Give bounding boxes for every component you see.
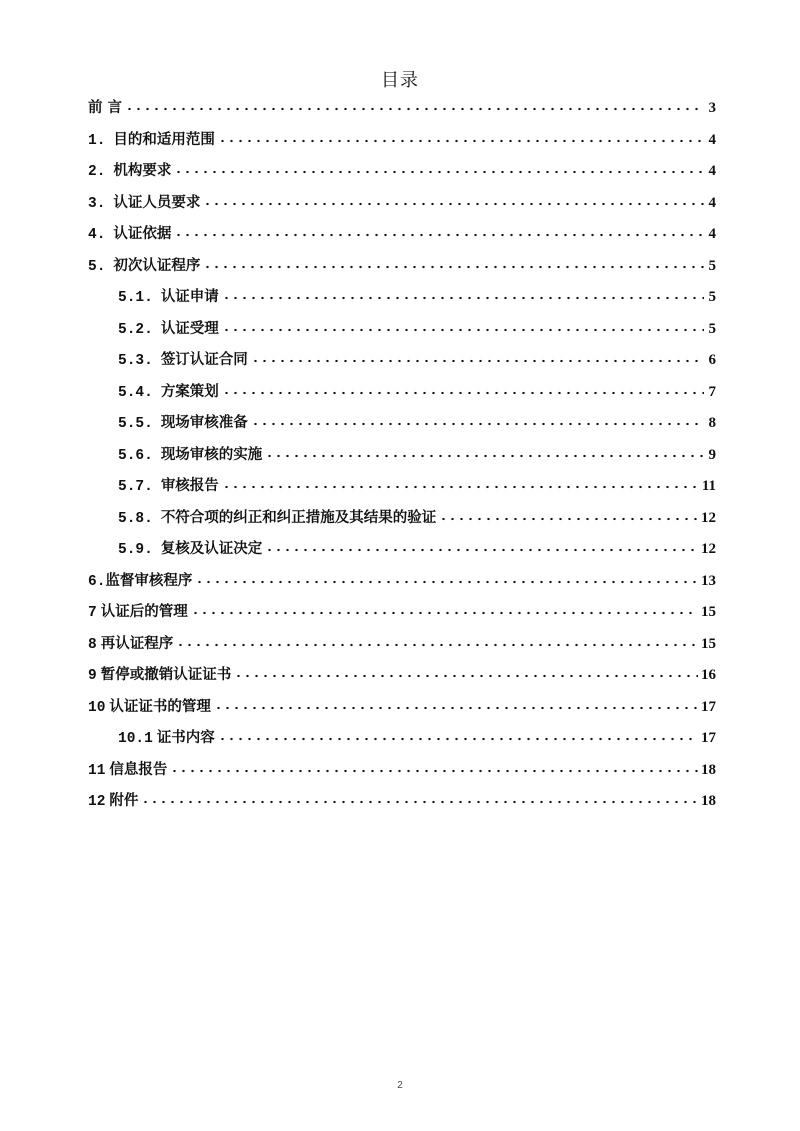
toc-entry-number: 12 — [88, 794, 106, 810]
toc-entry-number: 9 — [88, 668, 97, 684]
toc-entry-1[interactable] — [88, 127, 716, 159]
toc-entry-page: 4 — [708, 163, 716, 179]
toc-entry-label: 监督审核程序 — [105, 572, 193, 589]
toc-entry-label: 再认证程序 — [100, 635, 174, 652]
toc-entry-11[interactable] — [88, 757, 716, 789]
page-number: 2 — [397, 1080, 403, 1091]
toc-entry-5-7[interactable] — [88, 473, 716, 505]
dot-leader — [222, 296, 704, 300]
dot-leader — [222, 485, 699, 489]
toc-entry-label: 暂停或撤销认证证书 — [100, 667, 232, 683]
toc-entry-5-2[interactable] — [88, 316, 716, 348]
toc-entry-2[interactable] — [88, 158, 716, 190]
toc-entry-page: 4 — [708, 194, 716, 211]
toc-entry-5-1[interactable] — [88, 284, 716, 316]
toc-entry-page: 4 — [708, 131, 716, 148]
toc-entry-number: 5.7. — [118, 479, 153, 495]
dot-leader — [439, 517, 698, 521]
toc-entry-5-8[interactable] — [88, 505, 716, 537]
dot-leader — [176, 643, 698, 647]
toc-entry-page: 17 — [701, 730, 716, 746]
dot-leader — [222, 391, 704, 395]
toc-entry-5-9[interactable] — [88, 536, 716, 568]
table-of-contents — [88, 95, 716, 820]
toc-entry-page: 18 — [701, 761, 716, 778]
toc-entry-12[interactable] — [88, 788, 716, 820]
toc-entry-preface[interactable] — [88, 95, 716, 127]
toc-entry-number: 5. — [88, 258, 106, 275]
toc-entry-4[interactable] — [88, 221, 716, 253]
dot-leader — [234, 674, 698, 678]
dot-leader — [265, 548, 698, 552]
toc-entry-label: 目的和适用范围 — [113, 131, 215, 148]
toc-entry-number: 5.8. — [118, 510, 153, 527]
toc-entry-label: 附件 — [109, 793, 139, 809]
toc-entry-page: 5 — [708, 320, 716, 337]
dot-leader — [195, 580, 698, 584]
toc-entry-number: 8 — [88, 636, 97, 653]
toc-entry-page: 8 — [708, 415, 716, 431]
toc-entry-label: 现场审核准备 — [160, 415, 248, 431]
toc-entry-label: 认证人员要求 — [113, 194, 201, 211]
toc-entry-page: 18 — [701, 793, 716, 809]
dot-leader — [203, 202, 704, 206]
toc-entry-label: 证书内容 — [156, 730, 215, 746]
toc-entry-label: 认证证书的管理 — [109, 698, 211, 715]
toc-entry-number: 5.5. — [118, 416, 153, 432]
toc-entry-label: 现场审核的实施 — [160, 446, 263, 463]
toc-entry-7[interactable] — [88, 599, 716, 631]
toc-entry-10-1[interactable] — [88, 725, 716, 757]
toc-entry-number: 5.1. — [118, 290, 153, 306]
toc-entry-page: 5 — [708, 257, 716, 274]
dot-leader — [251, 422, 704, 426]
toc-entry-page: 3 — [708, 100, 716, 116]
toc-entry-label: 机构要求 — [113, 163, 172, 179]
dot-leader — [214, 706, 698, 710]
toc-entry-page: 13 — [701, 572, 716, 589]
toc-entry-5[interactable] — [88, 253, 716, 285]
toc-entry-label: 认证依据 — [113, 226, 172, 242]
toc-entry-label: 复核及认证决定 — [160, 541, 263, 557]
dot-leader — [174, 170, 704, 174]
dot-leader — [174, 233, 704, 237]
toc-entry-5-4[interactable] — [88, 379, 716, 411]
toc-entry-9[interactable] — [88, 662, 716, 694]
toc-entry-5-5[interactable] — [88, 410, 716, 442]
toc-entry-number: 7 — [88, 605, 97, 621]
toc-entry-number: 11 — [88, 762, 106, 779]
toc-entry-page: 17 — [701, 698, 716, 715]
toc-entry-label: 方案策划 — [160, 383, 219, 400]
toc-entry-label: 审核报告 — [160, 478, 219, 494]
toc-entry-page: 12 — [701, 509, 716, 526]
toc-entry-number: 10.1 — [118, 731, 153, 747]
toc-entry-5-6[interactable] — [88, 442, 716, 474]
toc-entry-number: 10 — [88, 699, 106, 716]
toc-entry-page: 16 — [701, 667, 716, 683]
dot-leader — [141, 800, 698, 804]
dot-leader — [170, 769, 698, 773]
dot-leader — [265, 454, 704, 458]
toc-entry-number: 5.2. — [118, 321, 153, 338]
dot-leader — [218, 737, 698, 741]
toc-entry-page: 15 — [701, 604, 716, 620]
toc-entry-number: 6. — [88, 573, 106, 590]
dot-leader — [191, 611, 698, 615]
toc-entry-5-3[interactable] — [88, 347, 716, 379]
toc-entry-number: 3. — [88, 195, 106, 212]
toc-entry-number: 5.4. — [118, 384, 153, 401]
toc-entry-page: 7 — [708, 383, 716, 400]
dot-leader — [251, 359, 704, 363]
toc-entry-page: 4 — [708, 226, 716, 242]
toc-entry-number: 4. — [88, 227, 106, 243]
toc-entry-10[interactable] — [88, 694, 716, 726]
dot-leader — [203, 265, 704, 269]
toc-entry-label: 认证申请 — [160, 289, 219, 305]
toc-entry-label: 不符合项的纠正和纠正措施及其结果的验证 — [160, 509, 437, 526]
toc-entry-number: 5.3. — [118, 353, 153, 369]
dot-leader — [222, 328, 704, 332]
toc-entry-number: 5.6. — [118, 447, 153, 464]
toc-entry-3[interactable] — [88, 190, 716, 222]
toc-entry-page: 12 — [701, 541, 716, 557]
toc-entry-page: 11 — [701, 478, 716, 494]
toc-entry-8[interactable] — [88, 631, 716, 663]
toc-entry-number: 1. — [88, 132, 106, 149]
toc-entry-page: 15 — [701, 635, 716, 652]
toc-entry-label: 信息报告 — [109, 761, 168, 778]
toc-entry-6[interactable] — [88, 568, 716, 600]
toc-entry-page: 5 — [708, 289, 716, 305]
toc-title: 目录 — [381, 70, 419, 91]
toc-entry-page: 9 — [708, 446, 716, 463]
toc-entry-label: 初次认证程序 — [113, 257, 201, 274]
toc-entry-page: 6 — [708, 352, 716, 368]
toc-entry-label: 签订认证合同 — [160, 352, 248, 368]
toc-entry-label: 认证后的管理 — [100, 604, 188, 620]
dot-leader — [125, 107, 704, 111]
toc-entry-label: 认证受理 — [160, 320, 219, 337]
toc-entry-number: 5.9. — [118, 542, 153, 558]
toc-entry-label: 前 言 — [88, 100, 123, 116]
dot-leader — [218, 139, 704, 143]
toc-entry-number: 2. — [88, 164, 106, 180]
